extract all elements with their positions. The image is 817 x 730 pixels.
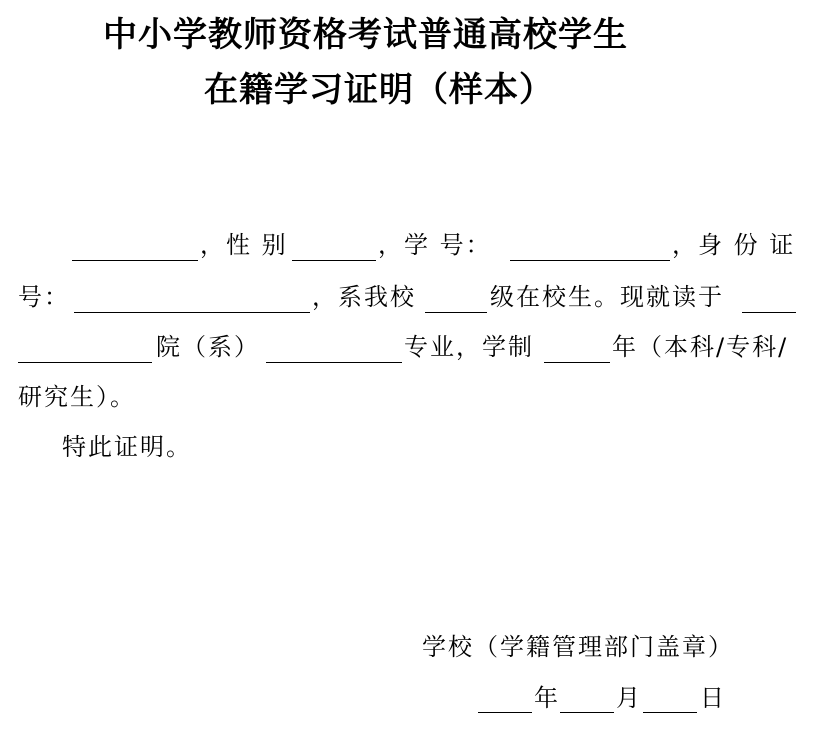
year-blank: [478, 712, 532, 713]
college-label: 院（系）: [156, 333, 260, 361]
years-label: 年（本科/专科/: [612, 333, 789, 361]
month-blank: [560, 712, 614, 713]
day-label: 日: [700, 684, 726, 712]
major-label: 专业，学制: [404, 333, 534, 361]
document-title-line-1: 中小学教师资格考试普通高校学生: [103, 15, 628, 55]
id-number-blank: [74, 312, 310, 313]
major-blank: [266, 362, 402, 363]
years-blank: [544, 362, 610, 363]
id-label: ，身 份 证: [672, 231, 796, 259]
school-stamp-label: 学校（学籍管理部门盖章）: [422, 633, 734, 661]
student-no-blank: [510, 260, 670, 261]
class-label: ，系我校: [312, 283, 416, 311]
id-label-cont: 号：: [18, 283, 70, 311]
student-no-label: ，学 号：: [378, 231, 492, 259]
school-blank-a: [742, 312, 796, 313]
gender-blank: [292, 260, 376, 261]
degree-label-cont: 研究生）。: [18, 383, 136, 411]
gender-label: ，性 别: [200, 231, 288, 259]
year-label: 年: [534, 684, 560, 712]
school-blank-b: [18, 362, 152, 363]
grade-blank: [425, 312, 487, 313]
document-title-line-2: 在籍学习证明（样本）: [204, 70, 554, 110]
grade-label: 级在校生。现就读于: [490, 283, 724, 311]
month-label: 月: [616, 684, 642, 712]
day-blank: [643, 712, 697, 713]
certify-text: 特此证明。: [62, 433, 192, 461]
name-blank: [72, 260, 198, 261]
